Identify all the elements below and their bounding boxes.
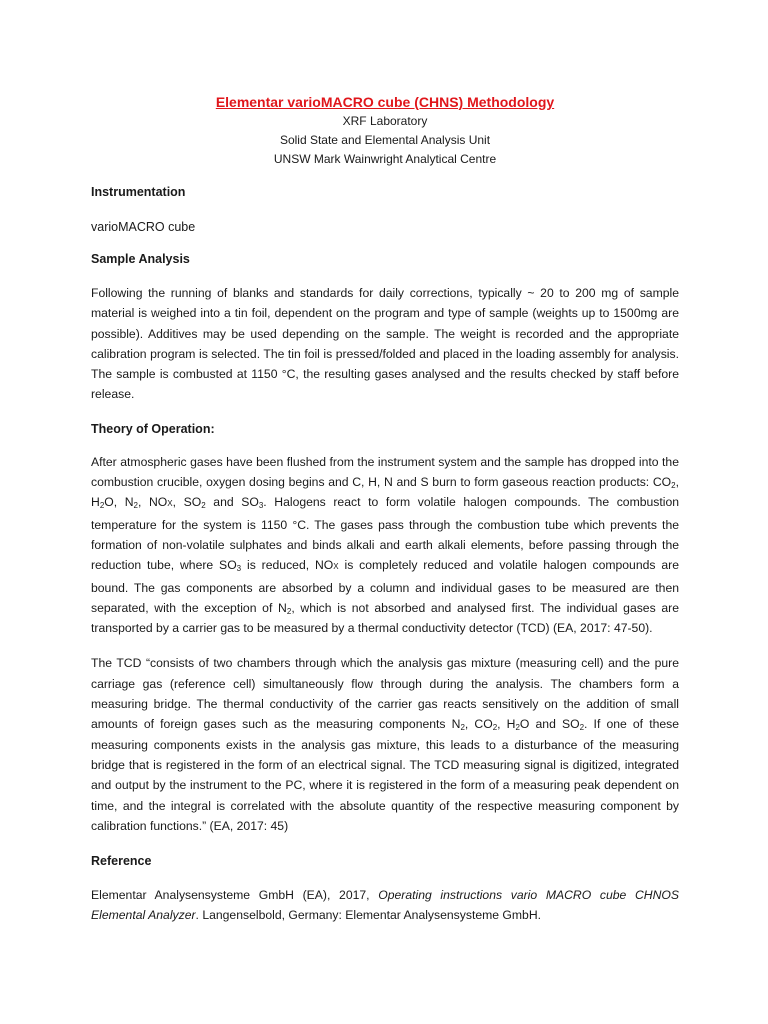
instrument-name: varioMACRO cube <box>91 220 196 234</box>
theory-paragraph-2: The TCD “consists of two chambers through which the analysis gas mixture (measuring cell) and the pure carriage gas (reference cell) simultaneously flow through during the analysis. The chambers form a measuring bridge. The thermal conductivity of the carrier gas reacts sensitively on the addition of small amounts of foreign gases such as the measuring components $N_2$, $CO_2$, $H_2O$ and $SO_2$. If one of these measuring components exists in the analysis gas mixture, this leads to a disturbance of the measuring bridge that is registered in the form of an electrical signal. The TCD measuring signal is digitized, integrated and output by the instrument to the PC, where it is registered in the form of a measuring peak dependent on time, and the integral is correlated with the absolute quantity of the respective measuring component by calibration functions.” (EA, 2017: 45) <box>91 656 680 833</box>
theory-paragraph-1: After atmospheric gases have been flushed from the instrument system and the sample has dropped into the combustion crucible, oxygen dosing begins and C, H, N and S burn to form gaseous reaction products: $CO_2$, $H_2O$, $N_2$, NOX, $SO_2$ and $SO_3$. Halogens react to form volatile halogen compounds. The combustion temperature for the system is 1150 °C. The gases pass through the combustion tube which prevents the formation of non-volatile sulphates and binds alkali and earth alkali elements, before passing through the reduction tube, where $SO_3$ is reduced, NOX is completely reduced and volatile halogen compounds are bound. The gas components are absorbed by a column and individual gases to be measured are then separated, with the exception of $N_2$, which is not absorbed and analysed first. The individual gases are transported by a carrier gas to be measured by a thermal conductivity detector (TCD) (EA, 2017: 47-50). <box>91 454 680 636</box>
sample-analysis-paragraph: Following the running of blanks and standards for daily corrections, typically ~ 20 to 200 mg of sample material is weighed into a tin foil, dependent on the program and type of sample (weights up to 1500mg are possible). Additives may be used depending on the sample. The weight is recorded and the appropriate calibration program is selected. The tin foil is pressed/folded and placed in the loading assembly for analysis. The sample is combusted at 1150 °C, the resulting gases analysed and the results checked by staff before release. <box>91 286 679 402</box>
instrumentation-heading: Instrumentation <box>91 185 186 199</box>
theory-heading: Theory of Operation: <box>91 421 215 436</box>
reference-citation: Elementar Analysensysteme GmbH (EA), 2017, Operating instructions vario MACRO cube CHNOS Elemental Analyzer. Langenselbold, Germany: Elementar Analysensysteme GmbH. <box>91 888 679 923</box>
reference-heading: Reference <box>91 854 152 869</box>
centre-name: UNSW Mark Wainwright Analytical Centre <box>273 152 497 166</box>
sample-analysis-heading: Sample Analysis <box>91 252 190 266</box>
document-title: Elementar varioMACRO cube (CHNS) Methodology <box>215 94 555 110</box>
reference-title: Operating instructions vario MACRO cube CHNOS Elemental Analyzer <box>91 888 679 923</box>
unit-name: Solid State and Elemental Analysis Unit <box>279 133 491 147</box>
document-page <box>91 92 679 926</box>
lab-name: XRF Laboratory <box>342 114 428 128</box>
